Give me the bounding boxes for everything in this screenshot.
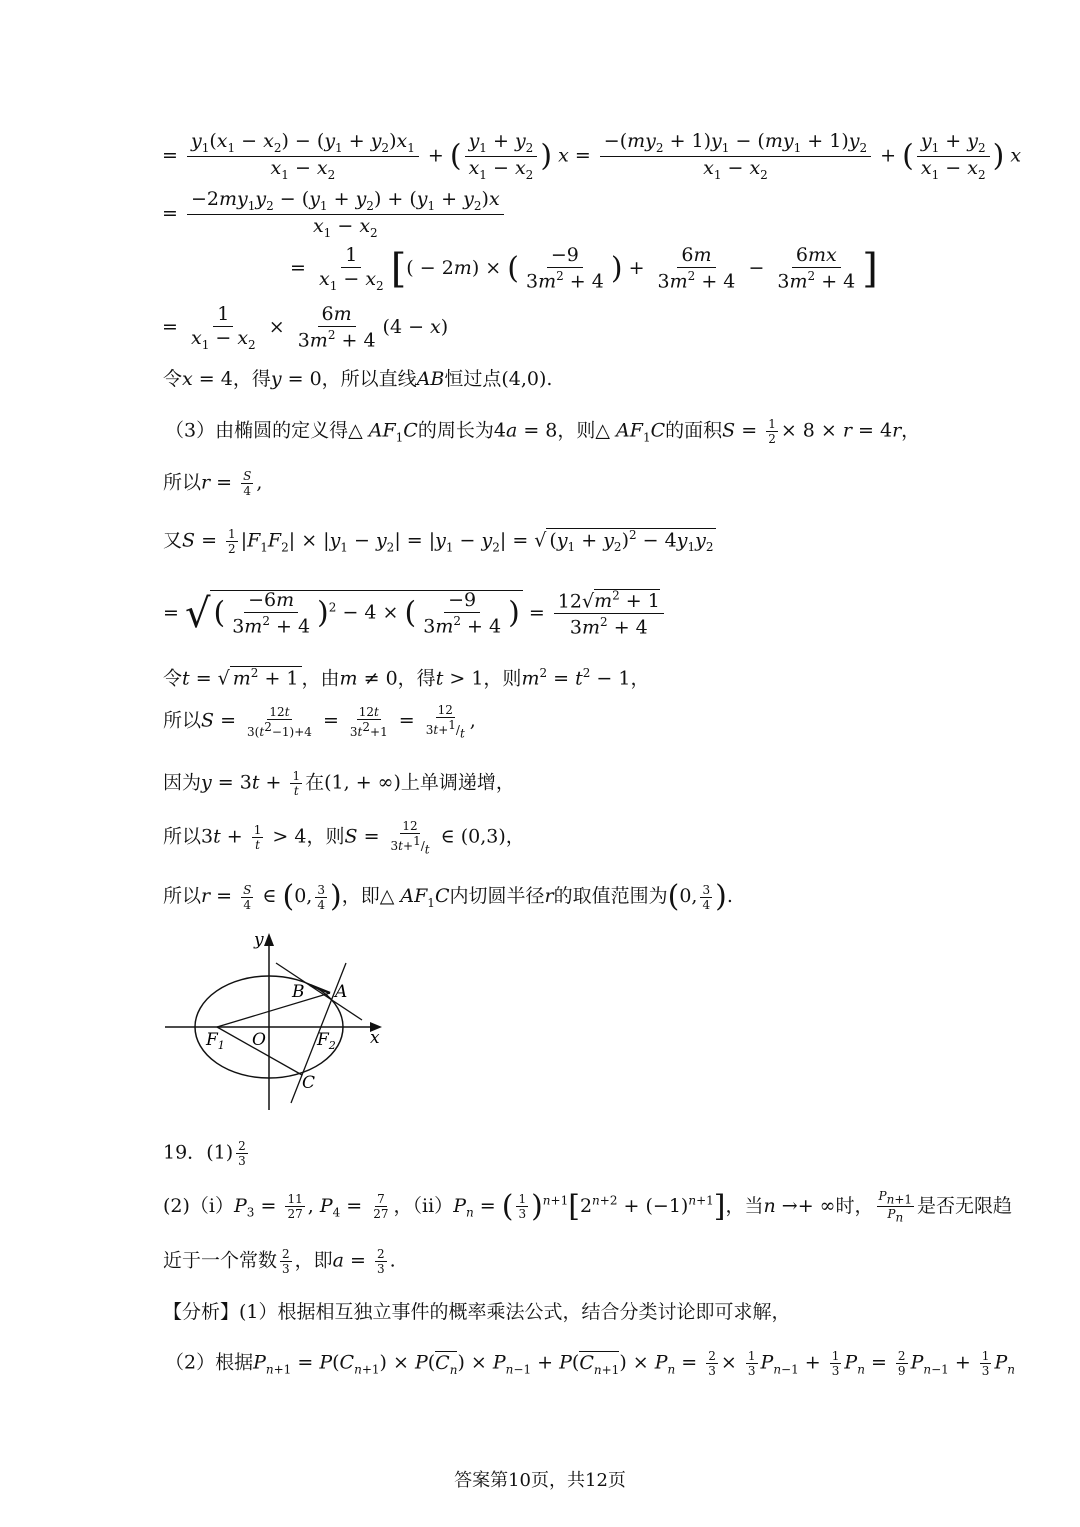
text-line-because: 因为y = 3t + $\frac{1}{t}$ 在(1, + ∞)上单调递增， xyxy=(163,769,515,798)
line-BA-tangent xyxy=(276,963,362,1020)
text-line-so-S: 所以S = $\frac{12t}{3(t^2-1)+4}$ = $\frac{12t}{3t^2+1}$ = $\frac{12}{3t+^1/_t}$ , xyxy=(163,703,476,741)
label-O: O xyxy=(252,1030,266,1050)
eq-line-sqrt: = √ ( $\frac{-6m}{3m^2 + 4}$ )$^2$ − 4 × ( $\frac{-9}{3m^2 + 4}$ ) = $\frac{12√m^2 + 1}{3m^2 + 4}$ xyxy=(163,590,667,638)
label-F2: $F_2$ xyxy=(317,1030,336,1052)
y-axis-arrow xyxy=(264,933,274,946)
text-line-q19-2a: $(2)(i)P_3$ = $\frac{11}{27}$ , $P_4$ = $\frac{7}{27}$ ，$(ii)P_n$ = ( $\frac{1}{3}$ )$^{n+1}[2^{n+2} + (-1)^{n+1}]$，当n →+ ∞时， $\frac{P_{n+1}}{P_n}$ 是否无限趋 xyxy=(163,1188,1013,1225)
text-line-analysis-1: 【分析】(1）根据相互独立事件的概率乘法公式，结合分类讨论即可求解， xyxy=(163,1301,791,1323)
text-line-so-3t: 所以3t + $\frac{1}{t}$ > 4，则S = $\frac{12}{3t+^1/_t}$ ∈ (0,3)， xyxy=(163,819,525,857)
text-line-pass-point: 令x = 4，得y = 0，所以直线AB恒过点(4,0). xyxy=(163,368,553,390)
text-line-q19-2b: 近于一个常数 $\frac{2}{3}$ ，即a = $\frac{2}{3}$ . xyxy=(163,1247,396,1276)
eq-line-3: = $\frac{1}{x_1 - x_2}$ [( − 2m) × ( $\frac{-9}{3m^2 + 4}$ ) + $\frac{6m}{3m^2 + 4}$ − $\frac{6mx}{3m^2 + 4}$ ] xyxy=(290,244,878,293)
text-line-analysis-2: （2）根据$P_{n+1} = P(C_{n+1}) \times P(C_n) \times P_{n-1} + P(C_{n+1}) \times P_n$ = $\frac{2}{3}$ × $\frac{1}{3}$ $P_{n-1}$ + $\frac{1}{3}$ $P_n$ = $\frac{2}{9}$ $P_{n-1}$ + $\frac{1}{3}$ $P_n$ xyxy=(165,1349,1015,1378)
text-line-also-S: 又S = $\frac{1}{2}$ $|F_1F_2| \times |y_1 - y_2| = |y_1 - y_2|$ = √ $(y_1 + y_2)^2 - 4y_1y_2$ xyxy=(163,528,716,555)
text-line-q19-1: 19．(1) $\frac{2}{3}$ xyxy=(163,1139,246,1168)
segment-F1-A xyxy=(217,993,330,1027)
page-footer: 答案第10页，共12页 xyxy=(454,1470,626,1491)
eq-line-1: = $\frac{y_1(x_1 - x_2) - (y_1 + y_2)x_1}{x_1 - x_2}$ + ( $\frac{y_1 + y_2}{x_1 - x_2}$ ) x = $\frac{-(my_2 + 1)y_1 - (my_1 + 1)y_2}{x_1 - x_2}$ + ( $\frac{y_1 + y_2}{x_1 - x_2}$ ) x xyxy=(162,130,1022,182)
eq-line-2: = $\frac{-2my_1y_2 - (y_1 + y_2) + (y_1 + y_2)x}{x_1 - x_2}$ xyxy=(162,190,507,239)
label-F1: $F_1$ xyxy=(206,1030,225,1052)
text-line-so-r: 所以r = $\frac{S}{4}$ , xyxy=(163,469,263,498)
eq-line-4: = $\frac{1}{x_1 - x_2}$ × $\frac{6m}{3m^2 + 4}$ (4 − x) xyxy=(162,303,449,352)
text-line-r-range: 所以r = $\frac{S}{4}$ ∈ (0, $\frac{3}{4}$ )，即△ $AF_1C$内切圆半径r的取值范围为(0, $\frac{3}{4}$ ). xyxy=(163,879,733,914)
text-line-part3-intro: （3）由椭圆的定义得△ $AF_1C$的周长为4a = 8，则△ $AF_1C$的面积S = $\frac{1}{2}$ × 8 × r = 4r， xyxy=(165,417,921,446)
label-B: B xyxy=(292,982,305,1002)
ellipse-figure xyxy=(160,925,400,1115)
text-line-let-t: 令t = √ $m^2 + 1$ ，由m ≠ 0，得t > 1，则$m^2 = t^2 - 1$， xyxy=(163,666,650,690)
label-x: x xyxy=(370,1028,380,1048)
label-y: y xyxy=(254,930,264,950)
label-C: C xyxy=(302,1073,316,1093)
label-A: A xyxy=(335,982,348,1002)
